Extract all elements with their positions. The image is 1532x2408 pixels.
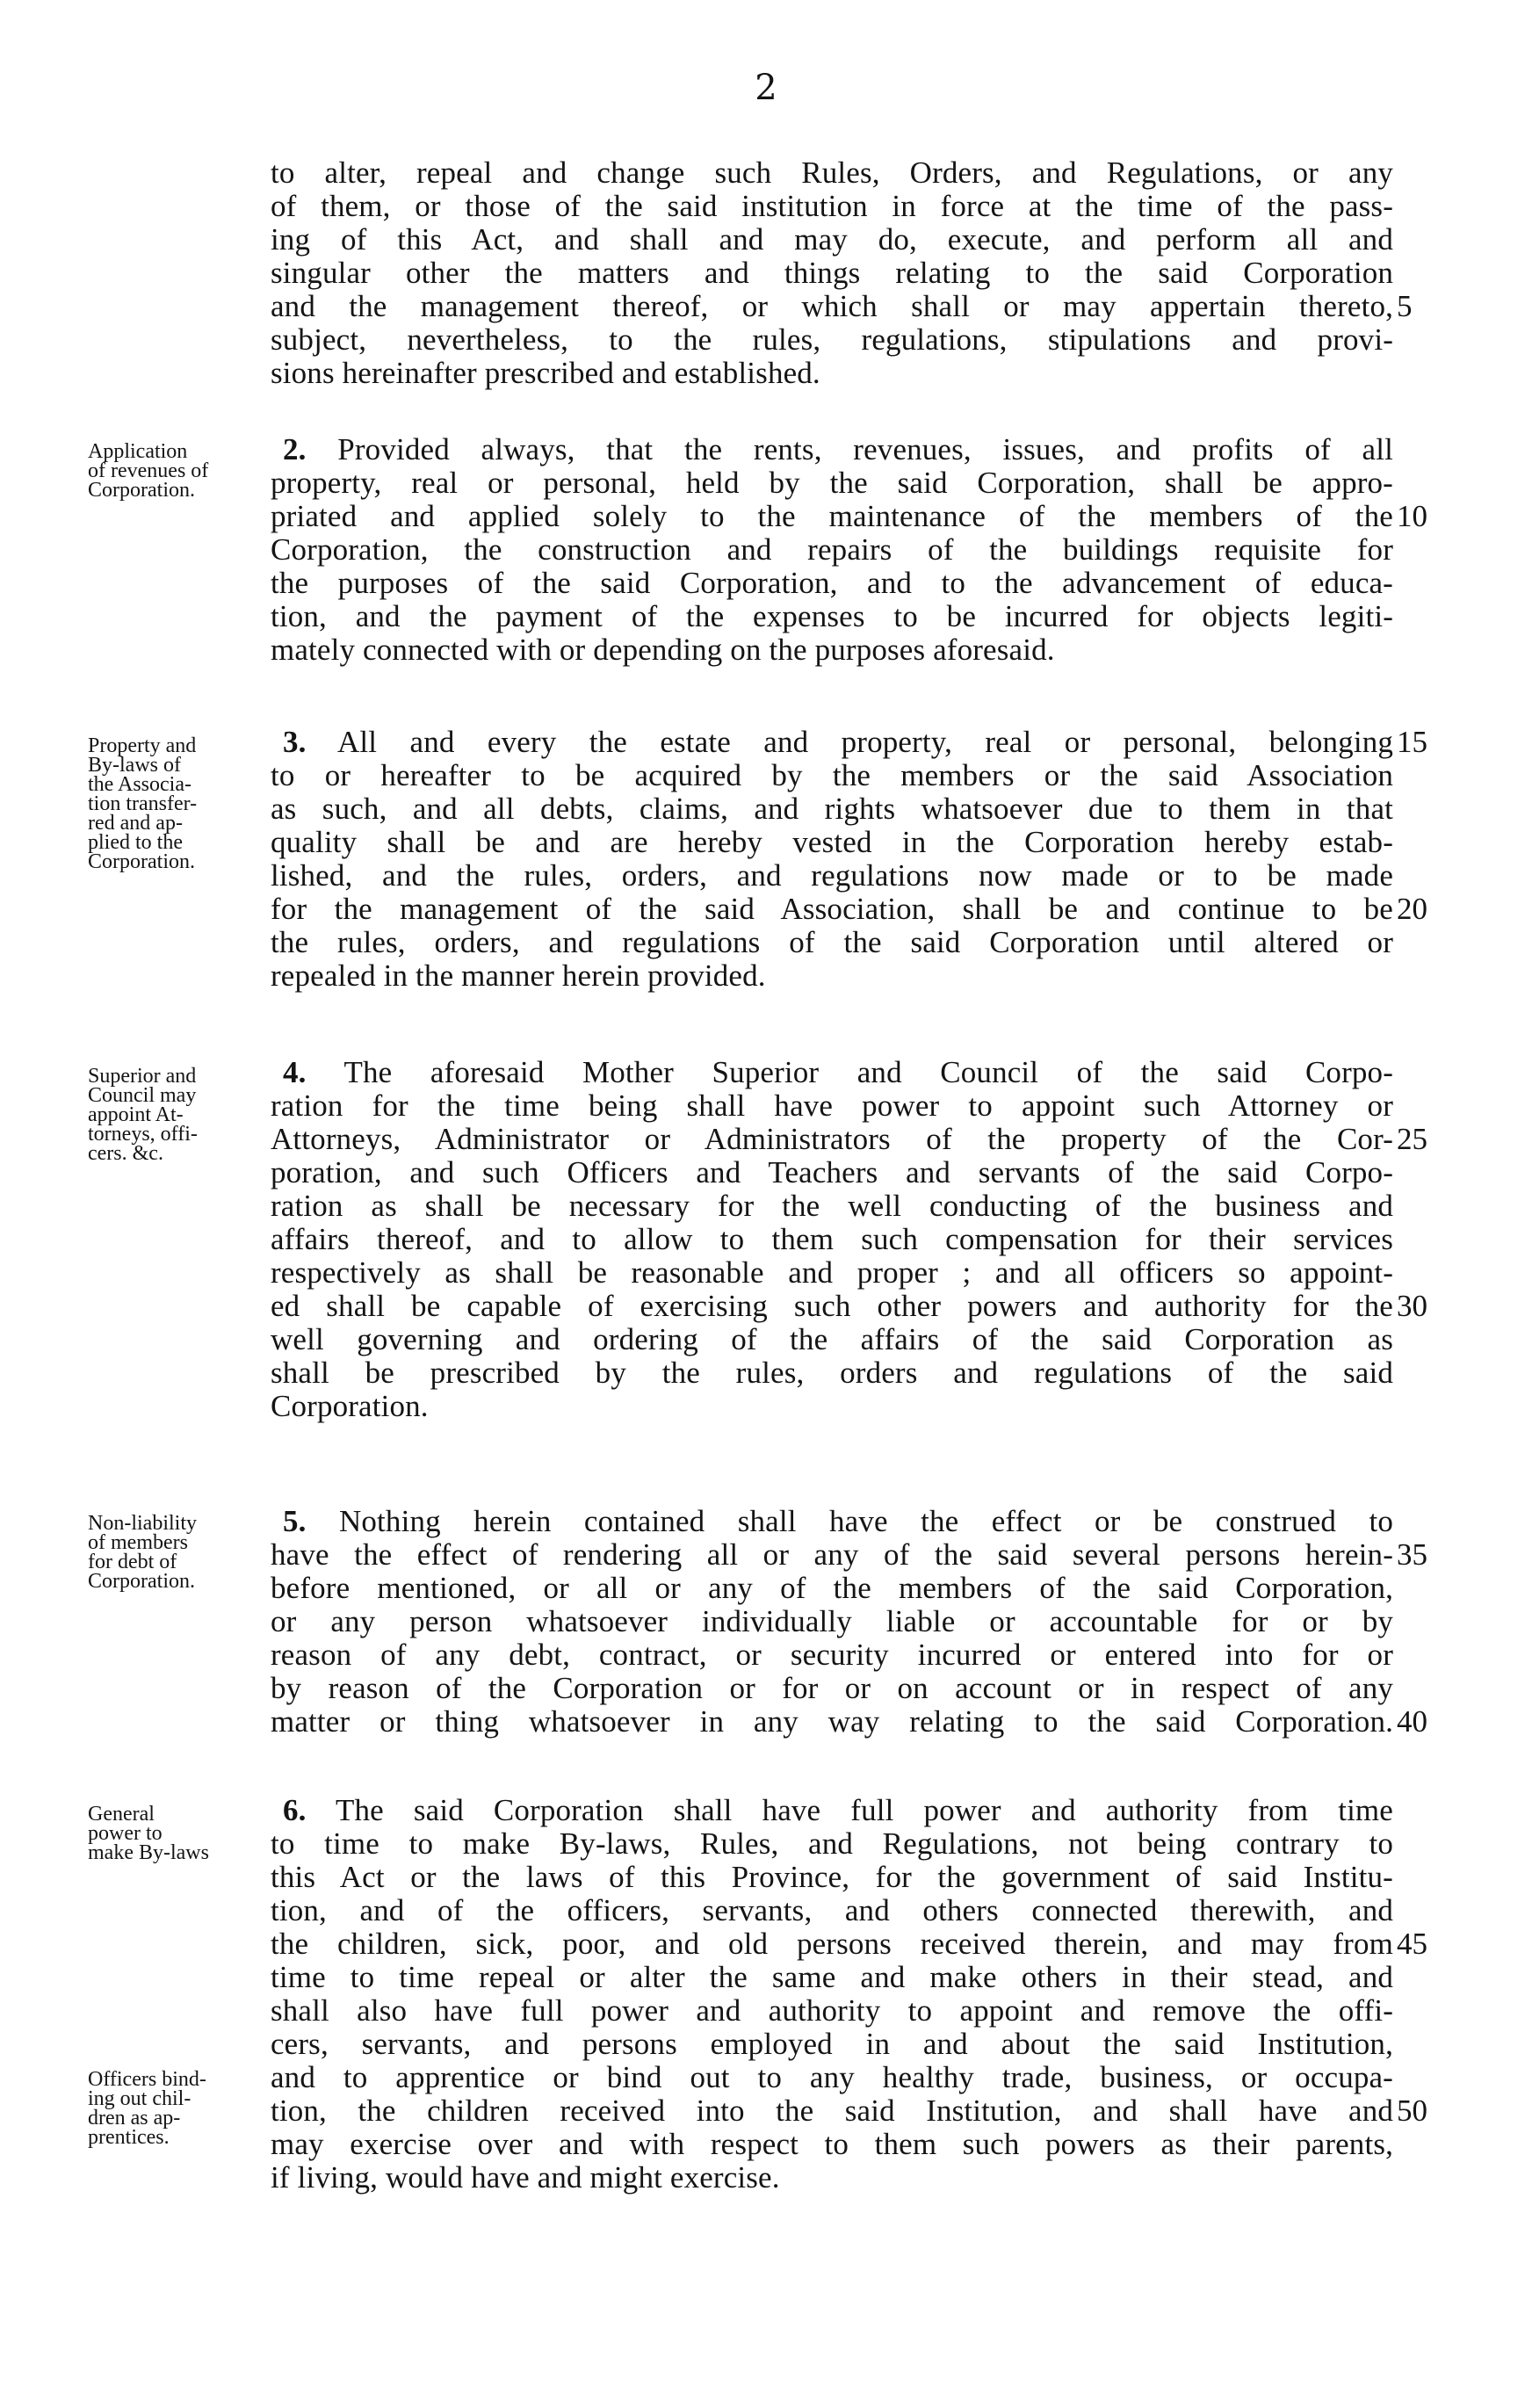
text-line: ed shall be capable of exercising such other powers and authority for the xyxy=(271,1290,1393,1323)
line-number: 45 xyxy=(1397,1927,1427,1961)
text-line: shall be prescribed by the rules, orders and regulations of the said xyxy=(271,1356,1393,1390)
section-number: 6. xyxy=(283,1794,307,1827)
text-line: Attorneys, Administrator or Administrators of the property of the Cor- xyxy=(271,1123,1393,1156)
line-number: 10 xyxy=(1397,499,1427,533)
margin-note-application-of-revenues: Application of revenues of Corporation. xyxy=(88,440,209,502)
text-line: time to time repeal or alter the same and make others in their stead, and xyxy=(271,1961,1393,1994)
text-line: Corporation, the construction and repairs of the buildings requisite for xyxy=(271,533,1393,567)
text-line: tion, and of the officers, servants, and others connected therewith, and xyxy=(271,1894,1393,1927)
line-number: 35 xyxy=(1397,1537,1427,1572)
text-line: ration for the time being shall have power to appoint such Attorney or xyxy=(271,1089,1393,1123)
text-line: to or hereafter to be acquired by the members or the said Association xyxy=(271,759,1393,792)
text-line: tion, and the payment of the expenses to be incurred for objects legiti- xyxy=(271,600,1393,633)
text-line: shall also have full power and authority to appoint and remove the offi- xyxy=(271,1994,1393,2028)
text-line: to time to make By-laws, Rules, and Regulations, not being contrary to xyxy=(271,1827,1393,1861)
text-line: Corporation. xyxy=(271,1390,429,1423)
line-number: 15 xyxy=(1397,725,1427,759)
text-line: 6. The said Corporation shall have full power and authority from time xyxy=(283,1794,1393,1827)
text-line: priated and applied solely to the maintenance of the members of the xyxy=(271,500,1393,533)
text-line: quality shall be and are hereby vested in the Corporation hereby estab- xyxy=(271,826,1393,859)
margin-note-superior-and-council: Superior and Council may appoint At- torneys, offi- cers. &c. xyxy=(88,1065,198,1165)
text-line: lished, and the rules, orders, and regulations now made or to be made xyxy=(271,859,1393,893)
line-number: 40 xyxy=(1397,1704,1427,1739)
text-line: affairs thereof, and to allow to them such compensation for their services xyxy=(271,1223,1393,1256)
text-line: may exercise over and with respect to them such powers as their parents, xyxy=(271,2128,1393,2161)
text-line: and the management thereof, or which shall or may appertain thereto, xyxy=(271,290,1393,323)
text-line: matter or thing whatsoever in any way relating to the said Corporation. xyxy=(271,1705,1393,1739)
line-number: 5 xyxy=(1397,289,1413,323)
text-line: reason of any debt, contract, or security incurred or entered into for or xyxy=(271,1638,1393,1672)
text-line: respectively as shall be reasonable and proper ; and all officers so appoint- xyxy=(271,1256,1393,1290)
text-line: singular other the matters and things relating to the said Corporation xyxy=(271,257,1393,290)
text-line: 4. The aforesaid Mother Superior and Council of the said Corpo- xyxy=(283,1056,1393,1089)
line-number: 30 xyxy=(1397,1289,1427,1323)
text-line: if living, would have and might exercise. xyxy=(271,2161,780,2195)
text-line: as such, and all debts, claims, and rights whatsoever due to them in that xyxy=(271,792,1393,826)
text-line: sions hereinafter prescribed and established. xyxy=(271,357,820,390)
line-number: 50 xyxy=(1397,2093,1427,2128)
text-line: or any person whatsoever individually liable or accountable for or by xyxy=(271,1605,1393,1638)
text-line: 2. Provided always, that the rents, revenues, issues, and profits of all xyxy=(283,433,1393,466)
text-line: ration as shall be necessary for the well conducting of the business and xyxy=(271,1190,1393,1223)
text-line: ing of this Act, and shall and may do, execute, and perform all and xyxy=(271,223,1393,257)
line-number: 25 xyxy=(1397,1122,1427,1156)
text-line: of them, or those of the said institution in force at the time of the pass- xyxy=(271,190,1393,223)
text-line: 5. Nothing herein contained shall have the effect or be construed to xyxy=(283,1505,1393,1538)
text-line: tion, the children received into the said Institution, and shall have and xyxy=(271,2094,1393,2128)
margin-note-general-power: General power to make By-laws xyxy=(88,1803,209,1864)
text-line: well governing and ordering of the affairs of the said Corporation as xyxy=(271,1323,1393,1356)
section-number: 2. xyxy=(283,433,307,466)
section-number: 4. xyxy=(283,1056,307,1089)
text-line: to alter, repeal and change such Rules, Orders, and Regulations, or any xyxy=(271,156,1393,190)
text-line: 3. All and every the estate and property, real or personal, belonging xyxy=(283,726,1393,759)
text-line: for the management of the said Association, shall be and continue to be xyxy=(271,893,1393,926)
text-line: mately connected with or depending on the purposes aforesaid. xyxy=(271,633,1055,667)
margin-note-officers-binding: Officers bind- ing out chil- dren as ap- prentices. xyxy=(88,2068,206,2149)
section-number: 5. xyxy=(283,1505,307,1538)
margin-note-non-liability: Non-liability of members for debt of Corporation. xyxy=(88,1512,197,1593)
page-number: 2 xyxy=(755,68,777,108)
text-line: the purposes of the said Corporation, and to the advancement of educa- xyxy=(271,567,1393,600)
text-line: have the effect of rendering all or any of the said several persons herein- xyxy=(271,1538,1393,1572)
text-line: the children, sick, poor, and old persons received therein, and may from xyxy=(271,1927,1393,1961)
section-number: 3. xyxy=(283,726,307,759)
text-line: the rules, orders, and regulations of the said Corporation until altered or xyxy=(271,926,1393,959)
margin-note-property-and-bylaws: Property and By-laws of the Associa- tion transfer- red and ap- plied to the Corporation. xyxy=(88,734,198,873)
text-line: before mentioned, or all or any of the members of the said Corporation, xyxy=(271,1572,1393,1605)
text-line: cers, servants, and persons employed in and about the said Institution, xyxy=(271,2028,1393,2061)
text-line: subject, nevertheless, to the rules, regulations, stipulations and provi- xyxy=(271,323,1393,357)
text-line: this Act or the laws of this Province, for the government of said Institu- xyxy=(271,1861,1393,1894)
text-line: property, real or personal, held by the said Corporation, shall be appro- xyxy=(271,466,1393,500)
text-line: by reason of the Corporation or for or on account or in respect of any xyxy=(271,1672,1393,1705)
text-line: poration, and such Officers and Teachers and servants of the said Corpo- xyxy=(271,1156,1393,1190)
text-line: and to apprentice or bind out to any healthy trade, business, or occupa- xyxy=(271,2061,1393,2094)
line-number: 20 xyxy=(1397,892,1427,926)
text-line: repealed in the manner herein provided. xyxy=(271,959,766,993)
